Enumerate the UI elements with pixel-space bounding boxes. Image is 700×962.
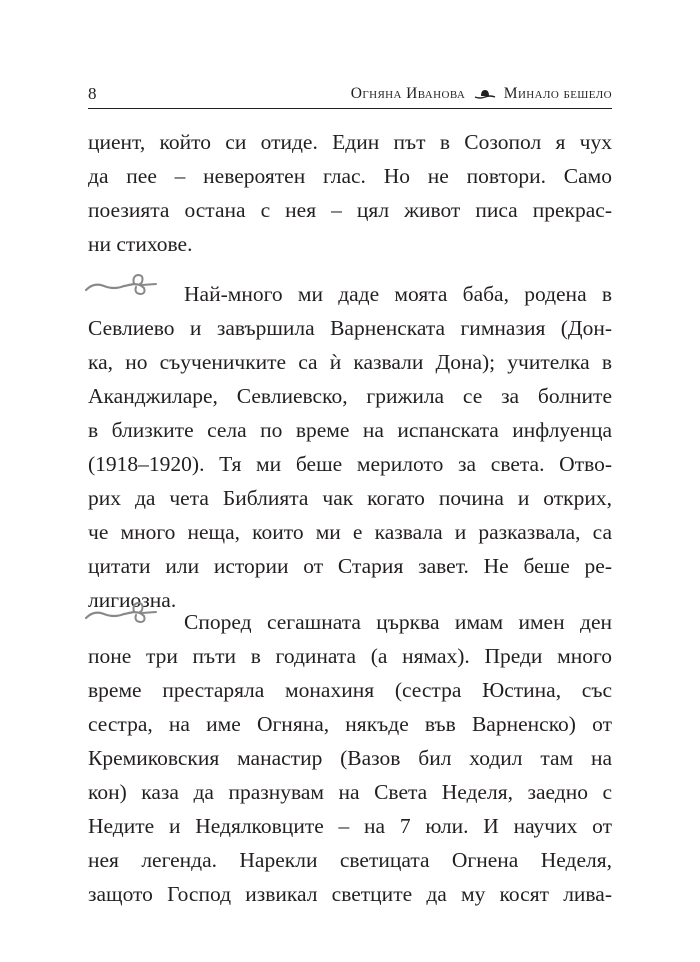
text-line: (1918–1920). Тя ми беше мерилото за света. Отво- bbox=[88, 452, 612, 476]
text-line: нея легенда. Нарекли светицата Огнена Неделя, bbox=[88, 848, 612, 872]
text-line: Според сегашната църква имам имен ден bbox=[184, 610, 612, 634]
running-header bbox=[88, 84, 612, 106]
text-line: ка, но съученичките са ѝ казвали Дона); учителка в bbox=[88, 350, 612, 374]
text-line: време престаряла монахиня (сестра Юстина, със bbox=[88, 678, 612, 702]
page-number: 8 bbox=[88, 84, 97, 103]
flourish-ornament-icon bbox=[82, 272, 162, 300]
text-line: сестра, на име Огняна, някъде във Варненско) от bbox=[88, 712, 612, 736]
text-line: Недите и Недялковците – на 7 юли. И научих от bbox=[88, 814, 612, 838]
flourish-ornament-icon bbox=[82, 600, 162, 628]
text-line: Севлиево и завършила Варненската гимназия (Дон- bbox=[88, 316, 612, 340]
text-line: Аканджиларе, Севлиевско, грижила се за болните bbox=[88, 384, 612, 408]
author-name: Огняна Иванова bbox=[350, 85, 466, 102]
header-rule bbox=[88, 108, 612, 109]
running-head-text bbox=[351, 85, 612, 103]
text-line: защото Господ извикал светците да му косят лива- bbox=[88, 882, 612, 906]
text-line: поезията остана с нея – цял живот писа прекрас- bbox=[88, 198, 612, 222]
text-line: че много неща, които ми е казвала и разказвала, са bbox=[88, 520, 612, 544]
text-line: Кремиковския манастир (Вазов бил ходил там на bbox=[88, 746, 612, 770]
text-line: Най-много ми даде моята баба, родена в bbox=[184, 282, 612, 306]
book-title: Минало бешело bbox=[503, 85, 612, 102]
text-line: поне три пъти в годината (а нямах). Преди много bbox=[88, 644, 612, 668]
text-line: в близките села по време на испанската инфлуенца bbox=[88, 418, 612, 442]
text-line: цитати или истории от Стария завет. Не беше ре- bbox=[88, 554, 612, 578]
text-line: да пее – невероятен глас. Но не повтори. Само bbox=[88, 164, 612, 188]
text-line: ни стихове. bbox=[88, 232, 193, 256]
text-line: лигиозна. bbox=[88, 588, 177, 612]
hat-ornament-icon bbox=[474, 88, 496, 100]
text-line: циент, който си отиде. Един път в Созопол я чух bbox=[88, 130, 612, 154]
text-line: кон) каза да празнувам на Света Неделя, заедно с bbox=[88, 780, 612, 804]
text-line: рих да чета Библията чак когато почина и открих, bbox=[88, 486, 612, 510]
